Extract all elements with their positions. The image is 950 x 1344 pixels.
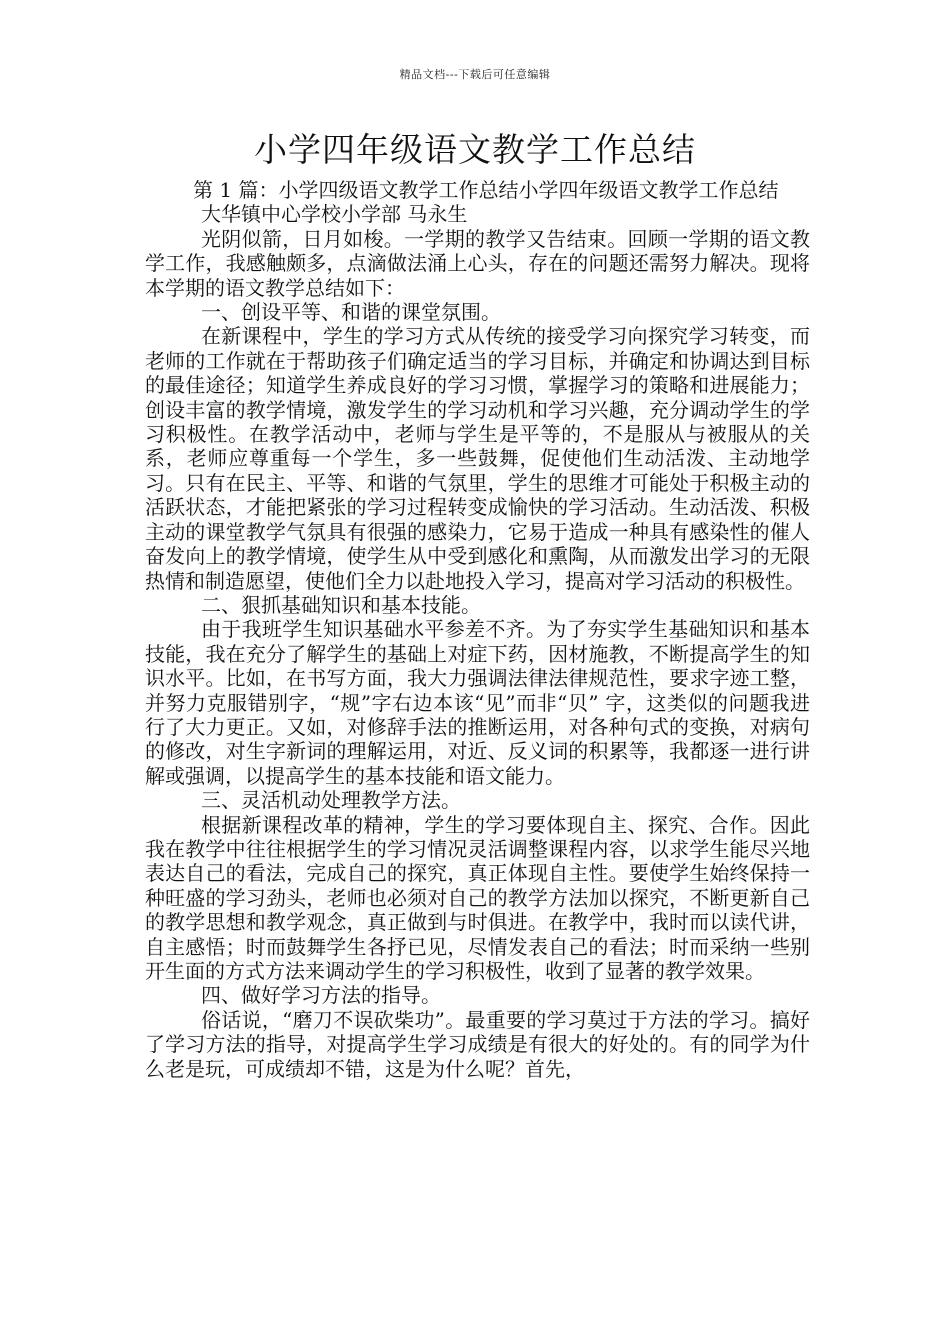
section-heading: 二、狠抓基础知识和基本技能。 bbox=[201, 592, 481, 617]
section-heading: 四、做好学习方法的指导。 bbox=[201, 983, 441, 1008]
paragraph: 由于我班学生知识基础水平参差不齐。为了夯实学生基础知识和基本技能，我在充分了解学生的基础上对症下药，因材施教，不断提高学生的知识水平。比如，在书写方面，我大力强调法律法律规范性，要求字迹工整，并努力克服错别字，“规”字右边本该“见”而非“贝” 字，这类似的问题我进行了大力更正。又如，对修辞手法的推断运用，对各种句式的变换，对病句的修改，对生字新词的理解运用，对近、反义词的积累等，我都逐一进行讲解或强调，以提高学生的基本技能和语文能力。 bbox=[145, 617, 810, 788]
header-note: 精品文档---下载后可任意编辑 bbox=[399, 68, 551, 81]
paragraph: 根据新课程改革的精神，学生的学习要体现自主、探究、合作。因此我在教学中往往根据学生的学习情况灵活调整课程内容，以求学生能尽兴地表达自己的看法，完成自己的探究，真正体现自主性。要使学生始终保持一种旺盛的学习劲头，老师也必须对自己的教学方法加以探究，不断更新自己的教学思想和教学观念，真正做到与时俱进。在教学中，我时而以读代讲，自主感悟；时而鼓舞学生各抒已见，尽情发表自己的看法；时而采纳一些别开生面的方式方法来调动学生的学习积极性，收到了显著的教学效果。 bbox=[145, 812, 810, 983]
section-heading: 一、创设平等、和谐的课堂氛围。 bbox=[201, 300, 501, 325]
document-title: 小学四年级语文教学工作总结 bbox=[254, 130, 696, 169]
article-heading: 第 1 篇：小学四级语文教学工作总结小学四年级语文教学工作总结 bbox=[193, 178, 779, 202]
paragraph: 在新课程中，学生的学习方式从传统的接受学习向探究学习转变，而老师的工作就在于帮助孩子们确定适当的学习目标，并确定和协调达到目标的最佳途径；知道学生养成良好的学习习惯，掌握学习的策略和进展能力；创设丰富的教学情境，激发学生的学习动机和学习兴趣，充分调动学生的学习积极性。在教学活动中，老师与学生是平等的，不是服从与被服从的关系，老师应尊重每一个学生，多一些鼓舞，促使他们生动活泼、主动地学习。只有在民主、平等、和谐的气氛里，学生的思维才可能处于积极主动的活跃状态，才能把紧张的学习过程转变成愉快的学习活动。生动活泼、积极主动的课堂教学气氛具有很强的感染力，它易于造成一种具有感染性的催人奋发向上的教学情境，使学生从中受到感化和熏陶，从而激发出学习的无限热情和制造愿望，使他们全力以赴地投入学习，提高对学习活动的积极性。 bbox=[145, 324, 810, 593]
section-heading: 三、灵活机动处理教学方法。 bbox=[201, 788, 461, 813]
paragraph: 光阴似箭，日月如梭。一学期的教学又告结束。回顾一学期的语文教学工作，我感触颇多，点滴做法涌上心头，存在的问题还需努力解决。现将本学期的语文教学总结如下： bbox=[145, 226, 810, 300]
paragraph: 俗话说，“磨刀不误砍柴功”。最重要的学习莫过于方法的学习。搞好了学习方法的指导，对提高学生学习成绩是有很大的好处的。有的同学为什么老是玩，可成绩却不错，这是为什么呢？首先， bbox=[145, 1007, 810, 1081]
author-line: 大华镇中心学校小学部 马永生 bbox=[201, 202, 468, 227]
document-body bbox=[145, 178, 810, 1081]
